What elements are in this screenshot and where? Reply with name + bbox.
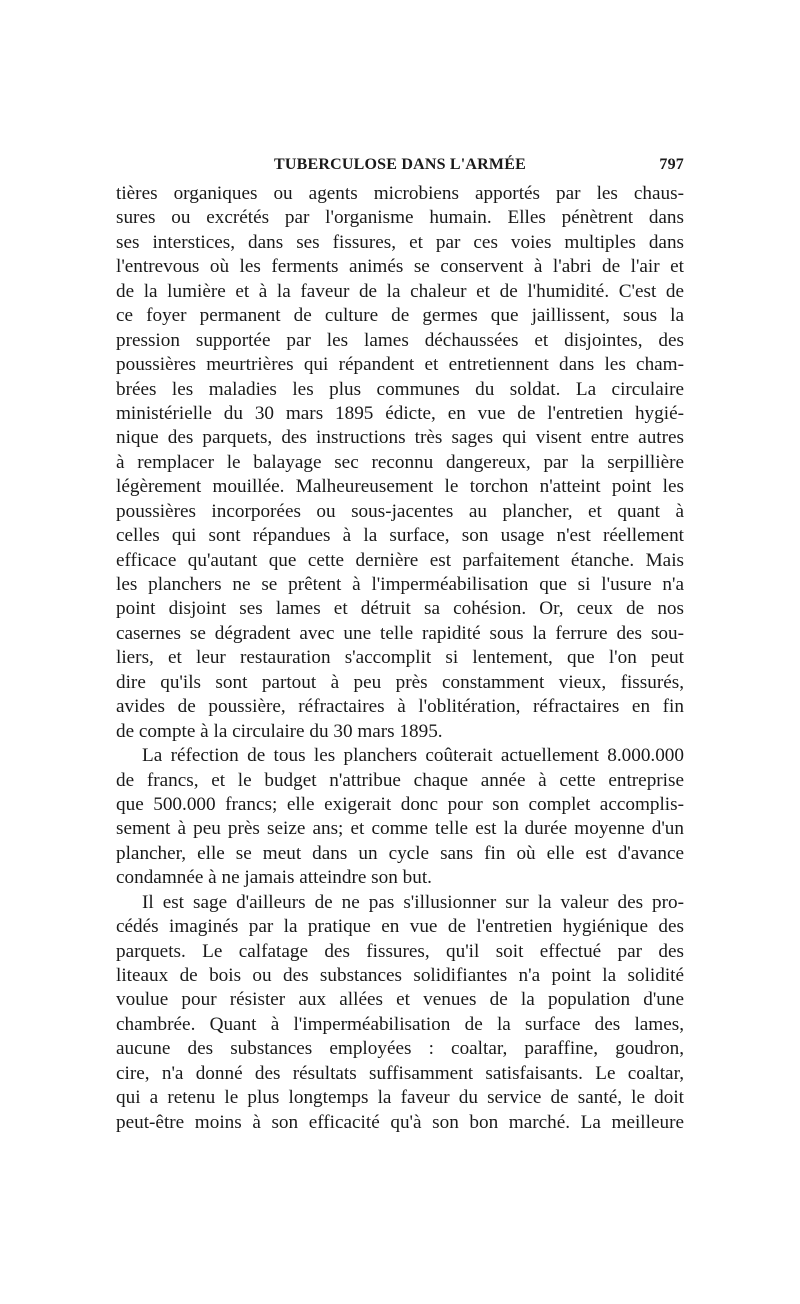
text-line: légèrement mouillée. Malheureusement le torchon n'atteint point les [116,476,684,498]
text-line: parquets. Le calfatage des fissures, qu'il soit effectué par des [116,940,684,962]
text-line: cire, n'a donné des résultats suffisamment satisfaisants. Le coaltar, [116,1062,684,1084]
running-head [116,156,684,180]
paragraph [116,182,684,744]
text-line: cédés imaginés par la pratique en vue de l'entretien hygiénique des [116,916,684,938]
text-line: qui a retenu le plus longtemps la faveur du service de santé, le doit [116,1087,684,1109]
text-line: de compte à la circulaire du 30 mars 1895. [116,720,443,742]
text-line: poussières incorporées ou sous-jacentes au plancher, et quant à [116,500,684,522]
text-line: avides de poussière, réfractaires à l'oblitération, réfractaires en fin [116,696,684,718]
text-line: ce foyer permanent de culture de germes que jaillissent, sous la [116,305,684,327]
text-line: liteaux de bois ou des substances solidifiantes n'a point la solidité [116,965,684,986]
text-line: de la lumière et à la faveur de la chaleur et de l'humidité. C'est de [116,280,684,302]
text-line: point disjoint ses lames et détruit sa cohésion. Or, ceux de nos [116,598,684,620]
text-line: poussières meurtrières qui répandent et entretiennent dans les cham- [116,354,684,376]
text-line: que 500.000 francs; elle exigerait donc pour son complet accomplis- [116,793,684,815]
text-line: chambrée. Quant à l'imperméabilisation de la surface des lames, [116,1013,684,1035]
text-line: nique des parquets, des instructions très sages qui visent entre autres [116,427,684,449]
text-line: de francs, et le budget n'attribue chaque année à cette entreprise [116,769,684,791]
running-title: TUBERCULOSE DANS L'ARMÉE [274,156,526,173]
text-line: celles qui sont répandues à la surface, son usage n'est réellement [116,525,684,547]
text-line: sures ou excrétés par l'organisme humain. Elles pénètrent dans [116,207,684,229]
text-line: plancher, elle se meut dans un cycle sans fin où elle est d'avance [116,842,684,864]
text-line: brées les maladies les plus communes du soldat. La circulaire [116,378,684,400]
text-line: voulue pour résister aux allées et venues de la population d'une [116,989,684,1011]
text-line: peut-être moins à son efficacité qu'à son bon marché. La meilleure [116,1111,684,1133]
paragraph [116,744,684,891]
text-line: La réfection de tous les planchers coûterait actuellement 8.000.000 [142,745,684,767]
text-line: liers, et leur restauration s'accomplit si lentement, que l'on peut [116,647,684,669]
page-number: 797 [659,156,684,173]
text-line: efficace qu'autant que cette dernière est parfaitement étanche. Mais [116,549,684,571]
text-line: casernes se dégradent avec une telle rapidité sous la ferrure des sou- [116,622,684,644]
text-line: à remplacer le balayage sec reconnu dangereux, par la serpillière [116,451,684,473]
text-line: dire qu'ils sont partout à peu près constamment vieux, fissurés, [116,671,684,693]
paragraph [116,891,684,1135]
text-line: Il est sage d'ailleurs de ne pas s'illusionner sur la valeur des pro- [142,891,684,913]
text-line: les planchers ne se prêtent à l'imperméabilisation que si l'usure n'a [116,574,684,595]
text-line: condamnée à ne jamais atteindre son but. [116,867,432,889]
text-line: l'entrevous où les ferments animés se conservent à l'abri de l'air et [116,256,684,278]
text-line: sement à peu près seize ans; et comme telle est la durée moyenne d'un [116,818,684,840]
text-line: ministérielle du 30 mars 1895 édicte, en vue de l'entretien hygié- [116,402,684,424]
text-line: tières organiques ou agents microbiens apportés par les chaus- [116,183,684,204]
text-line: ses interstices, dans ses fissures, et par ces voies multiples dans [116,231,684,253]
text-line: pression supportée par les lames déchaussées et disjointes, des [116,329,684,351]
text-line: aucune des substances employées : coaltar, paraffine, goudron, [116,1038,684,1060]
body-text [116,182,684,1135]
